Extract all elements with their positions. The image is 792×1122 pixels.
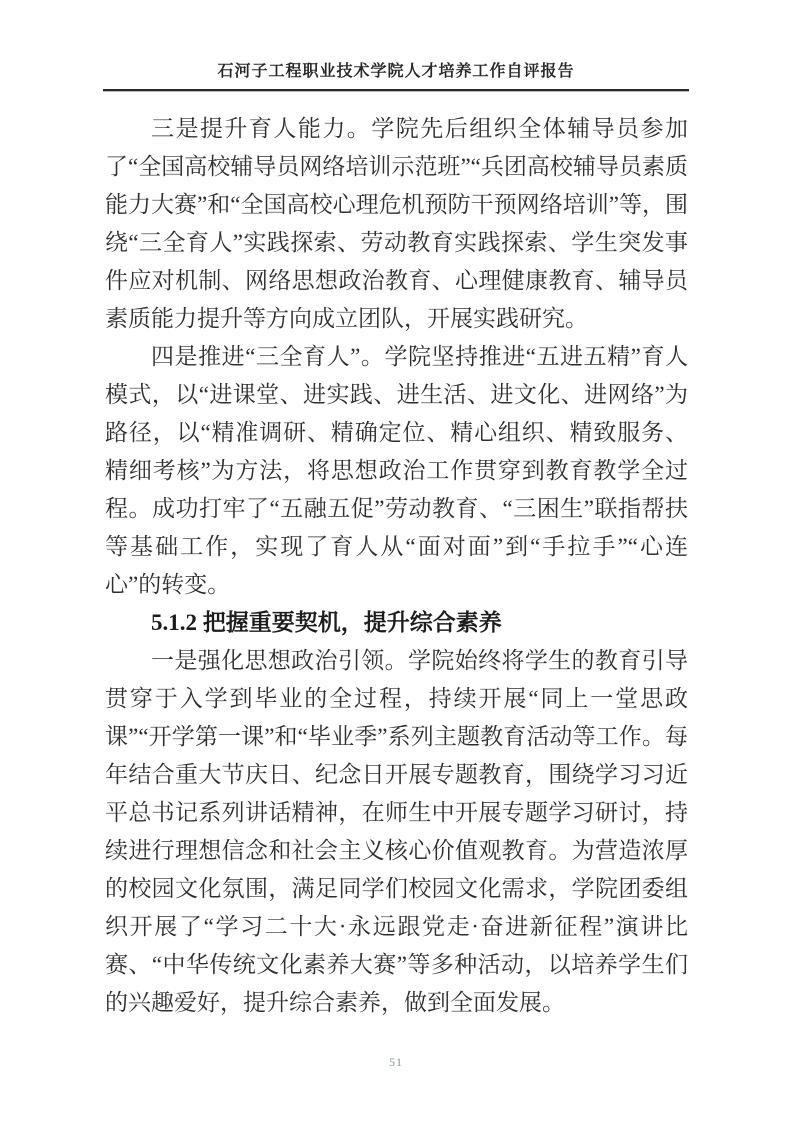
document-body (105, 110, 688, 1022)
body-paragraph-2: 四是推进“三全育人”。学院坚持推进“五进五精”育人模式，以“进课堂、进实践、进生活、进文化、进网络”为路径，以“精准调研、精确定位、精心组织、精致服务、精细考核”为方法，将思想政治工作贯穿到教育教学全过程。成功打牢了“五融五促”劳动教育、“三困生”联指帮扶等基础工作，实现了育人从“面对面”到“手拉手”“心连心”的转变。 (105, 344, 688, 597)
section-heading-5-1-2: 5.1.2 把握重要契机，提升综合素养 (151, 610, 502, 635)
page-number: 51 (389, 1055, 403, 1069)
body-paragraph-3: 一是强化思想政治引领。学院始终将学生的教育引导贯穿于入学到毕业的全过程，持续开展“同上一堂思政课”“开学第一课”和“毕业季”系列主题教育活动等工作。每年结合重大节庆日、纪念日开展专题教育，围绕学习习近平总书记系列讲话精神，在师生中开展专题学习研讨，持续进行理想信念和社会主义核心价值观教育。为营造浓厚的校园文化氛围，满足同学们校园文化需求，学院团委组织开展了“学习二十大·永远跟党走·奋进新征程”演讲比赛、“中华传统文化素养大赛”等多种活动，以培养学生们的兴趣爱好，提升综合素养，做到全面发展。 (105, 648, 688, 1015)
page-footer (0, 1053, 792, 1071)
header-rule (103, 89, 689, 92)
body-paragraph-1: 三是提升育人能力。学院先后组织全体辅导员参加了“全国高校辅导员网络培训示范班”“兵团高校辅导员素质能力大赛”和“全国高校心理危机预防干预网络培训”等，围绕“三全育人”实践探索、劳动教育实践探索、学生突发事件应对机制、网络思想政治教育、心理健康教育、辅导员素质能力提升等方向成立团队，开展实践研究。 (105, 116, 688, 331)
report-header-title: 石河子工程职业技术学院人才培养工作自评报告 (217, 63, 575, 80)
running-header (103, 60, 689, 92)
